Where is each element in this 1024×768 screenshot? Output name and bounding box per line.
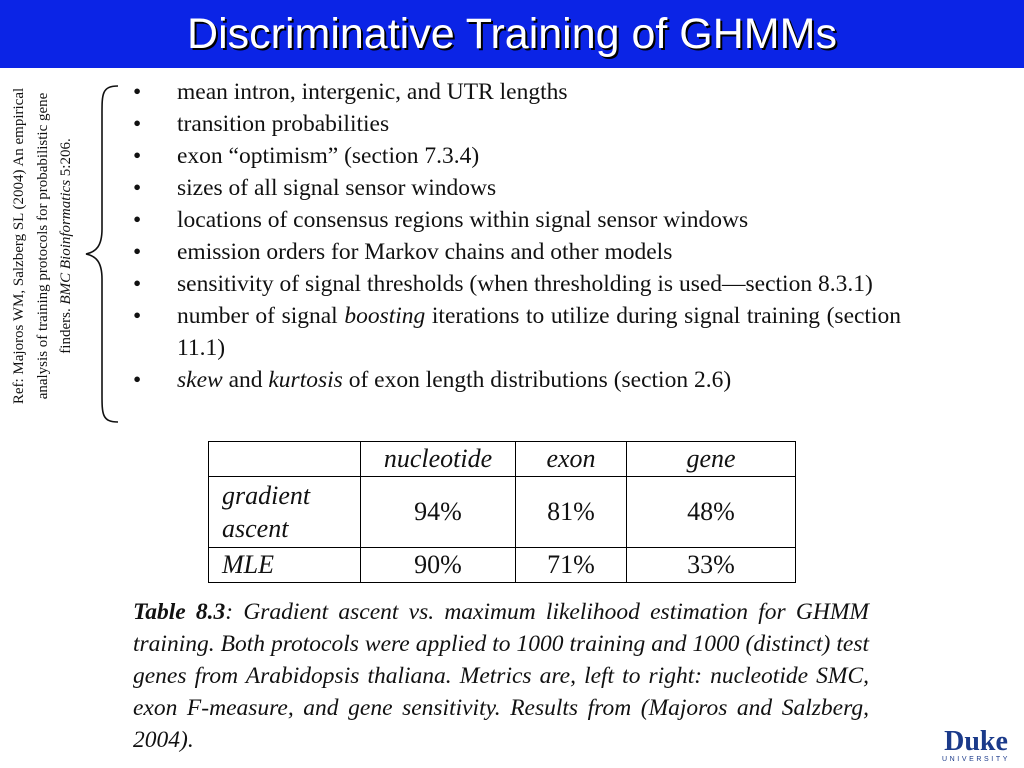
table-row	[209, 548, 796, 583]
list-item	[133, 172, 901, 204]
bullet-dot: •	[133, 271, 142, 297]
duke-logo	[936, 726, 1016, 764]
table-cell: 33%	[627, 548, 796, 583]
row-header-line: ascent	[222, 514, 289, 543]
reference-suffix: 5:206.	[58, 138, 74, 180]
bullet-text: of exon length distributions (section 2.6)	[342, 367, 732, 393]
caption-text: : Gradient ascent vs. maximum likelihood estimation for GHMM training. Both protocols were applied to 1000 training and 1000 (distinct) test genes from Arabidopsis thaliana. Metrics are, left to right: nucleotide SMC, exon F-measure, and gene sensitivity. Results from (Majoros and Salzberg, 2004).	[133, 599, 869, 753]
bullet-text: mean intron, intergenic, and UTR lengths	[177, 79, 568, 105]
bullet-emphasis: kurtosis	[268, 367, 343, 393]
bullet-dot: •	[133, 367, 142, 393]
bullet-text: transition probabilities	[177, 111, 390, 137]
logo-subtitle: UNIVERSITY	[941, 756, 1010, 763]
list-item	[133, 364, 901, 396]
row-header: MLE	[209, 548, 361, 583]
curly-brace	[82, 84, 122, 424]
bullet-dot: •	[133, 207, 142, 233]
list-item	[133, 236, 901, 268]
reference-prefix: Ref: Majoros WM, Salzberg SL (2004) An empirical analysis of training protocols for probabilistic gene finders.	[11, 87, 74, 405]
logo-word: Duke	[944, 726, 1008, 757]
table-cell: 71%	[516, 548, 627, 583]
bullet-dot: •	[133, 175, 142, 201]
table-cell: 90%	[361, 548, 516, 583]
bullet-emphasis: boosting	[344, 303, 426, 329]
table-header-row	[209, 442, 796, 477]
table-row	[209, 477, 796, 548]
table-caption	[133, 596, 869, 756]
bullet-dot: •	[133, 79, 142, 105]
bullet-text: iterations to utilize during signal training (section 11.1)	[177, 303, 901, 361]
bullet-text: exon “optimism” (section 7.3.4)	[177, 143, 480, 169]
list-item	[133, 268, 901, 300]
table-cell: 94%	[361, 477, 516, 548]
bullet-text: locations of consensus regions within signal sensor windows	[177, 207, 749, 233]
bullet-text: sizes of all signal sensor windows	[177, 175, 497, 201]
list-item	[133, 76, 901, 108]
bullet-text: and	[222, 367, 269, 393]
bullet-text: number of signal	[177, 303, 345, 329]
results-table	[208, 441, 796, 583]
list-item	[133, 108, 901, 140]
bullet-dot: •	[133, 303, 142, 329]
row-header-line: gradient	[222, 481, 311, 510]
bullet-text: emission orders for Markov chains and other models	[177, 239, 673, 265]
table-cell: 48%	[627, 477, 796, 548]
caption-label: Table 8.3	[133, 599, 226, 625]
bullet-dot: •	[133, 143, 142, 169]
reference-journal: BMC Bioinformatics	[58, 179, 74, 305]
list-item	[133, 204, 901, 236]
list-item	[133, 140, 901, 172]
column-header: nucleotide	[361, 442, 516, 477]
table-cell: 81%	[516, 477, 627, 548]
bullet-text: sensitivity of signal thresholds (when thresholding is used—section 8.3.1)	[177, 271, 873, 297]
list-item	[133, 300, 901, 364]
column-header: exon	[516, 442, 627, 477]
table-corner-cell	[209, 442, 361, 477]
bullet-dot: •	[133, 239, 142, 265]
column-header: gene	[627, 442, 796, 477]
row-header	[209, 477, 361, 548]
bullet-dot: •	[133, 111, 142, 137]
bullet-emphasis: skew	[177, 367, 223, 393]
slide-title: Discriminative Training of GHMMs	[187, 10, 837, 58]
bullet-list	[133, 76, 901, 396]
